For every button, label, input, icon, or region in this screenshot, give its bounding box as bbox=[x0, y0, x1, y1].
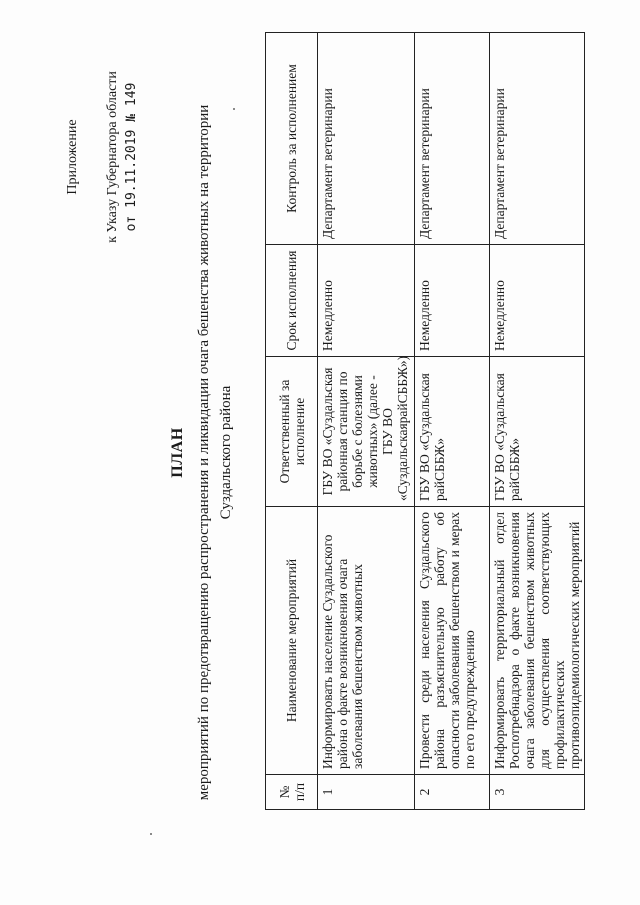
header-deadline: Срок исполнения bbox=[266, 245, 318, 357]
table-row bbox=[490, 33, 585, 810]
plan-title: ПЛАН bbox=[169, 427, 186, 478]
header-name: Наименование мероприятий bbox=[266, 507, 318, 775]
appendix-date-number: от 19.11.2019 № 149 bbox=[124, 82, 139, 232]
plan-subtitle-line-1: мероприятий по предотвращению распространения и ликвидации очага бешенства животных на территории bbox=[196, 104, 212, 801]
row-name: Информировать территориальный отдел Роспотребнадзора о факте возникновения очага заболевания бешенством животных для осуществления соответствующих профилактических противоэпидемиологических мероприятий bbox=[490, 507, 585, 775]
row-name: Провести среди населения Суздальского района разъяснительную работу об опасности заболевания бешенством и мерах по его предупреждению bbox=[415, 507, 490, 775]
appendix-reference: к Указу Губернатора области bbox=[105, 71, 120, 243]
row-deadline: Немедленно bbox=[415, 245, 490, 357]
plan-table bbox=[265, 32, 585, 810]
row-control: Департамент ветеринарии bbox=[318, 33, 415, 245]
row-control: Департамент ветеринарии bbox=[415, 33, 490, 245]
header-num: № п/п bbox=[266, 775, 318, 810]
row-responsible: ГБУ ВО «Суздальская райСББЖ» bbox=[490, 357, 585, 507]
scan-speck bbox=[150, 833, 152, 835]
plan-subtitle bbox=[193, 40, 237, 865]
row-responsible: ГБУ ВО «Суздальская районная станция по борьбе с болезнями животных» (далее - ГБУ ВО «СуздальскаярайСББЖ») bbox=[318, 357, 415, 507]
header-responsible: Ответственный за исполнение bbox=[266, 357, 318, 507]
appendix-title: Приложение bbox=[65, 119, 80, 195]
row-num: 2 bbox=[415, 775, 490, 810]
row-deadline: Немедленно bbox=[318, 245, 415, 357]
table-row bbox=[318, 33, 415, 810]
row-name: Информировать население Суздальского района о факте возникновения очага заболевания бешенством животных bbox=[318, 507, 415, 775]
plan-subtitle-line-2: Суздальского района bbox=[218, 385, 234, 520]
scan-speck bbox=[233, 108, 235, 110]
table-row bbox=[415, 33, 490, 810]
row-num: 3 bbox=[490, 775, 585, 810]
row-deadline: Немедленно bbox=[490, 245, 585, 357]
row-control: Департамент ветеринарии bbox=[490, 33, 585, 245]
header-control: Контроль за исполнением bbox=[266, 33, 318, 245]
table-header-row bbox=[266, 33, 318, 810]
row-responsible: ГБУ ВО «Суздальская райСББЖ» bbox=[415, 357, 490, 507]
row-num: 1 bbox=[318, 775, 415, 810]
